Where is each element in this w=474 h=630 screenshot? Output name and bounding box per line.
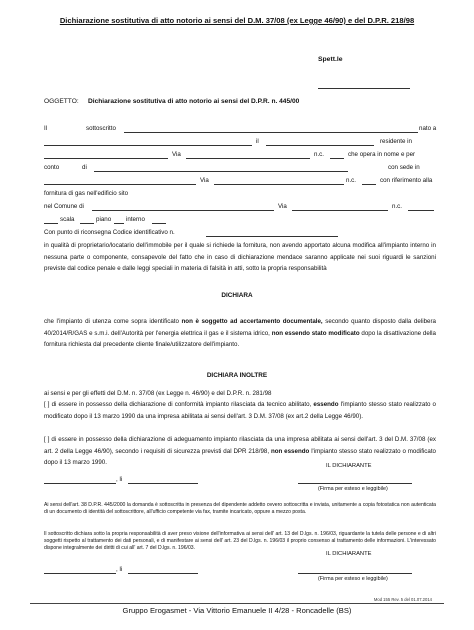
- option-conformita-text-2: l'impianto stesso stato realizzato o modificato dopo il 13 marzo 1990 da una impresa abilitata ai sensi dell'art. 3 D.M. 37/08 (ex art.2 della Legge 46/90).: [44, 401, 436, 420]
- option-adeguamento[interactable]: [44, 434, 436, 469]
- field-scala[interactable]: [44, 223, 58, 224]
- subject-label: OGGETTO:: [44, 98, 79, 105]
- signature-2-sep: , li: [116, 566, 123, 573]
- label-fornitura: fornitura di gas nell'edificio sito: [44, 190, 129, 197]
- signature-1-date[interactable]: [128, 483, 198, 484]
- label-che-opera: che opera in nome e per: [348, 151, 416, 158]
- dichiara-text-1: che l'impianto di utenza come sopra identificato: [44, 318, 179, 325]
- small-paragraph-privacy: Il sottoscritto dichiara sotto la propria responsabilità di aver preso visione dell'informativa ai sensi dell' art. 13 del D.lgs. n. 196/03, riguardante la tutela delle persone e di altri soggetti rispetto al trattamento dei dati personali, e di manifestare ai sensi dell' art. 23 del D.lgs. n. 196/03 il proprio consenso al trattamento delle informazioni. L'interessato dispone integralmente dei diritti di cui all' art. 7 del D.lgs. n. 196/03.: [44, 531, 436, 551]
- label-nc-1: n.c.: [314, 151, 324, 158]
- field-societa[interactable]: [94, 171, 348, 172]
- option-adeguamento-text-2: l'impianto stesso stato realizzato o modificato dopo il 13 marzo 1990.: [44, 447, 436, 467]
- signature-2-label: IL DICHIARANTE: [326, 551, 372, 557]
- option-adeguamento-text-1: [ ] di essere in possesso della dichiarazione di adeguamento impianto rilasciata da una impresa abilitata ai sensi dell'art. 3 del D.M. 37/08 (ex art. 2 della Legge 46/90), secondo i requisiti di sicurezza previsti dal DPR 218/98,: [44, 436, 436, 455]
- addressee-line[interactable]: [318, 88, 410, 89]
- module-revision: Mod 155 Rev. 5 del 01.07.2014: [373, 597, 432, 602]
- signature-2-place[interactable]: [44, 573, 116, 574]
- label-nc-3: n.c.: [392, 203, 402, 210]
- label-via-3: Via: [278, 203, 287, 210]
- option-conformita[interactable]: [44, 399, 436, 422]
- paragraph-dichiara: [44, 316, 436, 351]
- label-il: Il: [44, 125, 48, 132]
- field-nc-fornitura[interactable]: [408, 210, 434, 211]
- dichiara-bold-2: non essendo stato modificato: [271, 329, 360, 337]
- dichiara-text-2: secondo quanto disposto dalla delibera 40/2014/R/GAS e s.m.i. dell'Autorità per l'energia elettrica il gas e il sistema idrico,: [44, 318, 436, 337]
- field-comune[interactable]: [92, 210, 274, 211]
- paragraph-qualita: in qualità di proprietario/locatario dell'immobile per il quale si richiede la fornitura, non avendo apportato alcuna modifica all'impianto interno in nessuna parte o componente, consapevole del fatto che in caso di dichiarazione mendace saranno applicate nei suoi riguardi le sanzioni previste dal codice penale e dalle leggi speciali in materia di falsità in atti, sotto la propria responsabilità: [44, 242, 436, 273]
- field-nome[interactable]: [124, 132, 418, 133]
- label-con-riferimento: con riferimento alla: [380, 177, 433, 184]
- label-via-2: Via: [200, 177, 209, 184]
- label-via-1: Via: [172, 151, 181, 158]
- option-adeguamento-bold: non essendo: [270, 447, 310, 455]
- label-con-sede-in: con sede in: [388, 164, 420, 171]
- signature-1-sep: , li: [116, 476, 123, 483]
- label-nato-a: nato a: [419, 125, 437, 132]
- field-residenza[interactable]: [44, 158, 168, 159]
- field-via-residenza[interactable]: [186, 158, 310, 159]
- document-title: Dichiarazione sostitutiva di atto notorio ai sensi del D.M. 37/08 (ex Legge 46/90) e del D.P.R. 218/98: [59, 16, 415, 25]
- field-nc-sede[interactable]: [362, 184, 376, 185]
- footer-divider: [30, 603, 444, 604]
- signature-1-caption: (Firma per esteso e leggibile): [318, 486, 388, 492]
- field-luogo-nascita[interactable]: [44, 145, 252, 146]
- option-conformita-bold: essendo: [313, 401, 339, 408]
- footer-company: Gruppo Erogasmet - Via Vittorio Emanuele II 4/28 - Roncadelle (BS): [122, 606, 352, 615]
- field-sede[interactable]: [44, 184, 196, 185]
- signature-2-line[interactable]: [298, 573, 412, 574]
- dichiara-bold-1: non è soggetto ad accertamento documentale,: [181, 318, 323, 325]
- label-nel-comune: nel Comune di: [44, 203, 84, 210]
- field-interno[interactable]: [152, 223, 166, 224]
- label-sottoscritto: sottoscritto: [86, 125, 116, 132]
- addressee-label: Spett.le: [318, 56, 343, 63]
- option-conformita-text-1: [ ] di essere in possesso della dichiarazione di conformità impianto rilasciata da tecnico abilitato,: [44, 401, 312, 408]
- field-via-fornitura[interactable]: [292, 210, 388, 211]
- field-pdr[interactable]: [206, 236, 338, 237]
- signature-1-label: IL DICHIARANTE: [326, 463, 372, 469]
- label-residente-in: residente in: [380, 138, 412, 145]
- label-pdr: Con punto di riconsegna Codice identificativo n.: [44, 229, 175, 236]
- label-di: di: [82, 164, 87, 171]
- field-interno-gap[interactable]: [114, 223, 124, 224]
- signature-1-line[interactable]: [298, 483, 412, 484]
- subject-text: Dichiarazione sostitutiva di atto notorio ai sensi del D.P.R. n. 445/00: [88, 98, 300, 105]
- label-piano: piano: [96, 216, 112, 223]
- label-nc-2: n.c.: [346, 177, 356, 184]
- label-il-data: il: [256, 138, 259, 145]
- field-via-sede[interactable]: [214, 184, 344, 185]
- label-scala: scala: [60, 216, 75, 223]
- paragraph-inoltre-intro: ai sensi e per gli effetti del D.M. n. 37/08 (ex Legge n. 46/90) e del D.P.R. n. 281/98: [44, 390, 272, 397]
- field-piano[interactable]: [80, 223, 94, 224]
- label-interno: interno: [126, 216, 145, 223]
- signature-2-caption: (Firma per esteso e leggibile): [318, 576, 388, 582]
- dichiara-text-3: dopo la disattivazione della fornitura richiesta dal precedente cliente finale/utilizzatore dell'impianto.: [44, 329, 436, 349]
- small-paragraph-art38: Ai sensi dell'art. 38 D.P.R. 445/2000 la domanda è sottoscritta in presenza del dipendente addetto ovvero sottoscritta e inviata, unitamente a copia fotostatica non autenticata di un documento di identità del sottoscrittore, all'ufficio competente via fax, tramite incaricato, oppure a mezzo posta.: [44, 502, 436, 515]
- heading-dichiara: DICHIARA: [221, 292, 253, 299]
- field-nc-residenza[interactable]: [330, 158, 344, 159]
- field-data-nascita[interactable]: [266, 145, 374, 146]
- label-conto: conto: [44, 164, 60, 171]
- heading-dichiara-inoltre: DICHIARA INOLTRE: [206, 372, 268, 379]
- signature-2-date[interactable]: [128, 573, 198, 574]
- signature-1-place[interactable]: [44, 483, 116, 484]
